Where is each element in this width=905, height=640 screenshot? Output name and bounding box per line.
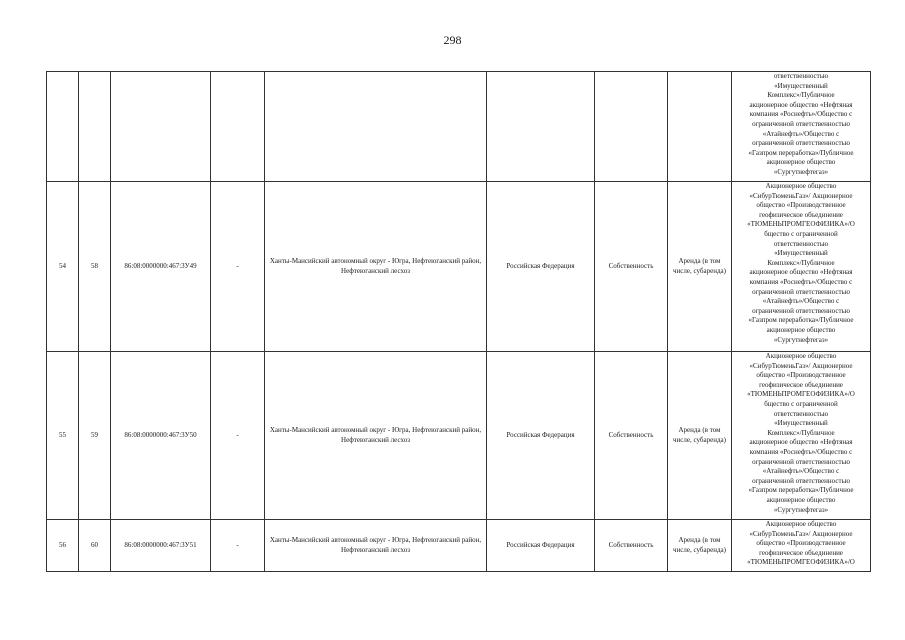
rights-holder-line: «Сургутнефтегаз» xyxy=(773,505,829,514)
rights-holder-line: геофизическое объединение xyxy=(759,380,843,389)
right-type-cell: Собственность xyxy=(595,352,668,520)
row-number-cell xyxy=(47,72,79,182)
rights-holder-line: компания «Роснефть»/Общество с xyxy=(749,277,853,286)
rights-holder-line: ограниченной ответственностью xyxy=(752,119,850,128)
rights-holder-line: «Имущественный xyxy=(774,249,828,258)
dash-cell: - xyxy=(211,520,265,572)
rights-holder-line: ответственностью xyxy=(773,72,829,80)
cadastral-number-cell xyxy=(111,72,211,182)
rights-holder-line: ограниченной ответственностью xyxy=(752,139,850,148)
rights-holder-line: геофизическое объединение xyxy=(759,548,843,557)
rights-holders-cell xyxy=(732,520,871,572)
address-cell: Ханты-Мансийский автономный округ - Югра, Нефтеюганский район, Нефтеюганский лесхоз xyxy=(265,182,487,352)
rights-holder-line: компания «Роснефть»/Общество с xyxy=(749,110,853,119)
rights-holder-line: «Газпром переработка»/Публичное xyxy=(748,486,854,495)
encumbrance-cell: Аренда (в том числе, субаренда) xyxy=(668,352,732,520)
item-number-cell: 60 xyxy=(79,520,111,572)
rights-holder-line: акционерное общество xyxy=(766,495,836,504)
land-plot-table xyxy=(46,71,871,572)
rights-holder-line: «ТЮМЕНЬПРОМГЕОФИЗИКА»/О xyxy=(747,390,855,399)
rights-holders-cell xyxy=(732,182,871,352)
dash-cell: - xyxy=(211,182,265,352)
rights-holder-line: бщество с ограниченной xyxy=(764,229,838,238)
row-number-cell: 55 xyxy=(47,352,79,520)
cadastral-number-cell: 86:08:0000000:467:3У51 xyxy=(111,520,211,572)
rights-holder-line: акционерное общество xyxy=(766,325,836,334)
right-type-cell: Собственность xyxy=(595,520,668,572)
rights-holder-line: общество «Производственное xyxy=(756,539,846,548)
rights-holder-line: «СибурТюменьГаз»/ Акционерное xyxy=(749,529,853,538)
rights-holder-line: акционерное общество «Нефтяная xyxy=(749,100,853,109)
owner-cell: Российская Федерация xyxy=(487,182,595,352)
encumbrance-cell xyxy=(668,72,732,182)
table-row xyxy=(47,72,871,182)
rights-holder-line: бщество с ограниченной xyxy=(764,399,838,408)
rights-holder-line: «Сургутнефтегаз» xyxy=(773,335,829,344)
encumbrance-cell: Аренда (в том числе, субаренда) xyxy=(668,520,732,572)
rights-holder-line: Акционерное общество xyxy=(765,520,837,528)
rights-holder-line: ответственностью xyxy=(773,239,829,248)
dash-cell xyxy=(211,72,265,182)
rights-holder-line: акционерное общество xyxy=(766,158,836,167)
rights-holder-line: «Имущественный xyxy=(774,419,828,428)
rights-holder-line: «СибурТюменьГаз»/ Акционерное xyxy=(749,191,853,200)
rights-holder-line: ответственностью xyxy=(773,409,829,418)
rights-holder-line: общество «Производственное xyxy=(756,201,846,210)
table-row xyxy=(47,352,871,520)
owner-cell: Российская Федерация xyxy=(487,352,595,520)
item-number-cell xyxy=(79,72,111,182)
cadastral-number-cell: 86:08:0000000:467:3У49 xyxy=(111,182,211,352)
address-cell: Ханты-Мансийский автономный округ - Югра, Нефтеюганский район, Нефтеюганский лесхоз xyxy=(265,520,487,572)
right-type-cell xyxy=(595,72,668,182)
rights-holder-line: общество «Производственное xyxy=(756,371,846,380)
rights-holder-line: ограниченной ответственностью xyxy=(752,457,850,466)
rights-holder-line: геофизическое объединение xyxy=(759,210,843,219)
rights-holder-line: «СибурТюменьГаз»/ Акционерное xyxy=(749,361,853,370)
rights-holders-cell xyxy=(732,72,871,182)
rights-holder-line: «Сургутнефтегаз» xyxy=(773,167,829,176)
rights-holder-line: компания «Роснефть»/Общество с xyxy=(749,447,853,456)
rights-holder-line: Комплекс»/Публичное xyxy=(767,428,835,437)
address-cell: Ханты-Мансийский автономный округ - Югра, Нефтеюганский район, Нефтеюганский лесхоз xyxy=(265,352,487,520)
page-number: 298 xyxy=(443,33,462,47)
right-type-cell: Собственность xyxy=(595,182,668,352)
item-number-cell: 59 xyxy=(79,352,111,520)
rights-holder-line: «Атайнефть»/Общество с xyxy=(762,297,840,306)
rights-holder-line: «Газпром переработка»/Публичное xyxy=(748,316,854,325)
table-row xyxy=(47,182,871,352)
rights-holder-line: акционерное общество «Нефтяная xyxy=(749,268,853,277)
item-number-cell: 58 xyxy=(79,182,111,352)
rights-holder-line: Комплекс»/Публичное xyxy=(767,258,835,267)
rights-holder-line: ограниченной ответственностью xyxy=(752,476,850,485)
dash-cell: - xyxy=(211,352,265,520)
rights-holder-line: Акционерное общество xyxy=(765,182,837,190)
owner-cell xyxy=(487,72,595,182)
rights-holder-line: ограниченной ответственностью xyxy=(752,287,850,296)
rights-holder-line: «ТЮМЕНЬПРОМГЕОФИЗИКА»/О xyxy=(747,558,855,567)
cadastral-number-cell: 86:08:0000000:467:3У50 xyxy=(111,352,211,520)
row-number-cell: 56 xyxy=(47,520,79,572)
rights-holder-line: «Газпром переработка»/Публичное xyxy=(748,148,854,157)
owner-cell: Российская Федерация xyxy=(487,520,595,572)
rights-holder-line: «ТЮМЕНЬПРОМГЕОФИЗИКА»/О xyxy=(747,220,855,229)
rights-holder-line: акционерное общество «Нефтяная xyxy=(749,438,853,447)
row-number-cell: 54 xyxy=(47,182,79,352)
rights-holder-line: «Атайнефть»/Общество с xyxy=(762,129,840,138)
rights-holder-line: Комплекс»/Публичное xyxy=(767,91,835,100)
address-cell xyxy=(265,72,487,182)
table-row xyxy=(47,520,871,572)
encumbrance-cell: Аренда (в том числе, субаренда) xyxy=(668,182,732,352)
rights-holders-cell xyxy=(732,352,871,520)
rights-holder-line: Акционерное общество xyxy=(765,352,837,360)
rights-holder-line: «Атайнефть»/Общество с xyxy=(762,467,840,476)
rights-holder-line: «Имущественный xyxy=(774,81,828,90)
rights-holder-line: ограниченной ответственностью xyxy=(752,306,850,315)
